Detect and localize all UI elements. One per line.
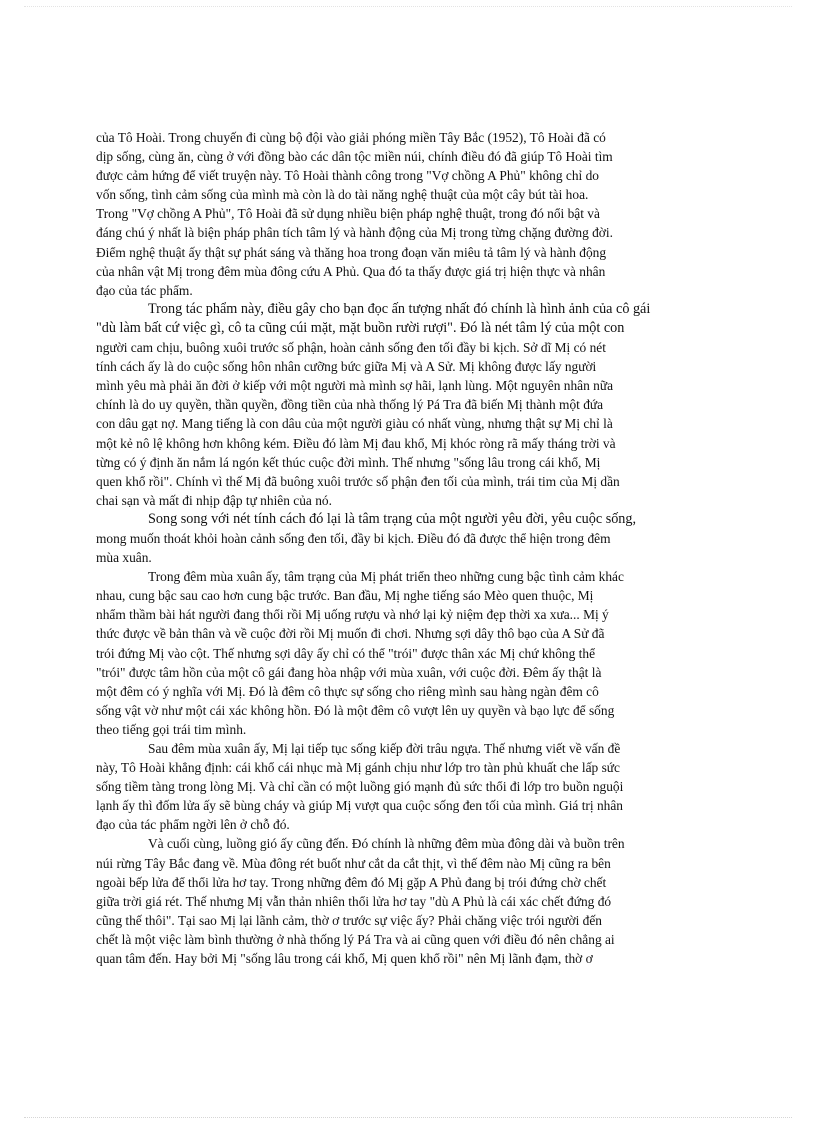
- text-line: được cảm hứng để viết truyện này. Tô Hoài thành công trong "Vợ chồng A Phủ" không chỉ do: [96, 168, 599, 184]
- text-line: của Tô Hoài. Trong chuyến đi cùng bộ đội vào giải phóng miền Tây Bắc (1952), Tô Hoài đã có: [96, 130, 606, 145]
- text-line: mùa xuân.: [96, 550, 152, 566]
- text-line: chính là do uy quyền, thần quyền, đồng tiền của nhà thống lý Pá Tra đã biến Mị thành một đứa: [96, 397, 604, 413]
- text-line: con dâu gạt nợ. Mang tiếng là con dâu của một người giàu có nhất vùng, nhưng thật sự Mị chỉ là: [96, 416, 613, 432]
- paragraph-first-line: Và cuối cùng, luồng gió ấy cũng đến. Đó chính là những đêm mùa đông dài và buồn trên: [148, 836, 625, 852]
- text-line: này, Tô Hoài khẳng định: cái khổ cái nhục mà Mị gánh chịu như lớp tro tàn phủ khuất che lấp sức: [96, 760, 620, 776]
- text-line: dịp sống, cùng ăn, cùng ở với đồng bào các dân tộc miền núi, chính điều đó đã giúp Tô Hoài tìm: [96, 149, 613, 165]
- text-line: giữa trời giá rét. Thế nhưng Mị vẫn thản nhiên thổi lửa hơ tay "dù A Phủ là cái xác chết đứng đó: [96, 893, 612, 909]
- text-line: trói đứng Mị vào cột. Thế nhưng sợi dây ấy chỉ có thể "trói" được thân xác Mị chứ không thể: [96, 645, 596, 661]
- paragraph-first-line: Sau đêm mùa xuân ấy, Mị lại tiếp tục sống kiếp đời trâu ngựa. Thế nhưng viết về vấn đề: [148, 741, 621, 756]
- page-bottom-border: [24, 1117, 792, 1118]
- text-line: vốn sống, tình cảm sống của mình mà còn là do tài năng nghệ thuật của một cây bút tài hoa.: [96, 187, 589, 203]
- page-top-border: [24, 6, 792, 7]
- text-line: "dù làm bất cứ việc gì, cô ta cũng cúi mặt, mặt buồn rười rượi". Đó là nét tâm lý của một con: [96, 319, 625, 336]
- text-line: đạo của tác phẩm.: [96, 282, 193, 298]
- text-line: sống tiềm tàng trong lòng Mị. Và chỉ cần có một luồng gió mạnh đủ sức thổi đi lớp tro buồn nguội: [96, 779, 624, 795]
- text-line: núi rừng Tây Bắc đang về. Mùa đông rét buốt như cắt da cắt thịt, vì thế đêm nào Mị cũng ra bên: [96, 855, 611, 871]
- text-line: tính cách ấy là do cuộc sống hôn nhân cưỡng bức giữa Mị và A Sử. Mị không được lấy người: [96, 359, 597, 375]
- text-line: mình yêu mà phải ăn đời ở kiếp với một người mà mình sợ hãi, lạnh lùng. Một nguyên nhân nữa: [96, 378, 614, 394]
- text-line: quan tâm đến. Hay bởi Mị "sống lâu trong cái khổ, Mị quen khổ rồi" nên Mị lãnh đạm, thờ ơ: [96, 951, 593, 967]
- text-line: một kẻ nô lệ không hơn không kém. Điều đó làm Mị đau khổ, Mị khóc ròng rã mấy tháng trời và: [96, 435, 616, 451]
- paragraph-first-line: Trong đêm mùa xuân ấy, tâm trạng của Mị phát triển theo những cung bậc tình cảm khác: [148, 569, 624, 585]
- text-line: thức được về bản thân và về cuộc đời rồi Mị muốn đi chơi. Nhưng sợi dây thô bạo của A Sử đã: [96, 626, 605, 642]
- text-line: đạo của tác phẩm ngời lên ở chỗ đó.: [96, 817, 290, 833]
- text-line: ngoài bếp lửa để thổi lửa hơ tay. Trong những đêm đó Mị gặp A Phủ đang bị trói đứng chờ chết: [96, 874, 607, 890]
- paragraph-first-line: Song song với nét tính cách đó lại là tâm trạng của một người yêu đời, yêu cuộc sống,: [148, 510, 637, 527]
- text-line: nhẩm thầm bài hát người đang thổi rồi Mị uống rượu và nhớ lại kỷ niệm đẹp thời xa xưa... Mị ý: [96, 607, 609, 623]
- text-line: từng có ý định ăn nắm lá ngón kết thúc cuộc đời mình. Thế nhưng "sống lâu trong cái khổ, Mị: [96, 454, 601, 470]
- paragraph-first-line: Trong tác phẩm này, điều gây cho bạn đọc ấn tượng nhất đó chính là hình ảnh của cô gái: [148, 300, 651, 317]
- text-line: nhau, cung bậc sau cao hơn cung bậc trước. Ban đầu, Mị nghe tiếng sáo Mèo quen thuộc, Mị: [96, 588, 594, 604]
- text-line: cũng thế thôi". Tại sao Mị lại lãnh cảm, thờ ơ trước sự việc ấy? Phải chăng việc trói người đến: [96, 912, 603, 928]
- text-line: theo tiếng gọi trái tim mình.: [96, 721, 247, 737]
- text-line: "trói" được tâm hồn của một cô gái đang hòa nhập với mùa xuân, với cuộc đời. Đêm ấy thật là: [96, 664, 602, 680]
- text-line: của nhân vật Mị trong đêm mùa đông cứu A Phủ. Qua đó ta thấy được giá trị hiện thực và nhân: [96, 263, 606, 279]
- text-line: lạnh ấy thì đốm lửa ấy sẽ bùng cháy và giúp Mị vượt qua cuộc sống đen tối của mình. Giá trị nhân: [96, 798, 623, 814]
- text-line: một đêm có ý nghĩa với Mị. Đó là đêm cô thực sự sống cho riêng mình sau hàng ngàn đêm cô: [96, 683, 599, 699]
- text-line: Điểm nghệ thuật ấy thật sự phát sáng và thăng hoa trong đoạn văn miêu tả tâm lý và hành động: [96, 244, 607, 260]
- text-line: đáng chú ý nhất là biện pháp phân tích tâm lý và hành động của Mị trong từng chặng đường đời.: [96, 225, 613, 241]
- text-line: mong muốn thoát khỏi hoàn cảnh sống đen tối, đầy bi kịch. Điều đó đã được thể hiện trong đêm: [96, 530, 611, 546]
- text-line: quen khổ rồi". Chính vì thế Mị đã buông xuôi trước số phận đen tối của mình, trái tim của Mị dần: [96, 473, 620, 489]
- text-line: Trong "Vợ chồng A Phủ", Tô Hoài đã sử dụng nhiều biện pháp nghệ thuật, trong đó nổi bật và: [96, 206, 600, 222]
- text-line: chai sạn và mất đi nhịp đập tự nhiên của nó.: [96, 492, 332, 508]
- text-line: người cam chịu, buông xuôi trước số phận, hoàn cảnh sống đen tối đầy bi kịch. Sở dĩ Mị có nét: [96, 340, 606, 356]
- text-line: sống vật vờ như một cái xác không hồn. Đó là một đêm cô vượt lên uy quyền và bạo lực để sống: [96, 702, 615, 718]
- body-text: [96, 128, 736, 968]
- text-line: chết là một việc làm bình thường ở nhà thống lý Pá Tra và ai cũng quen với điều đó nên chẳng ai: [96, 931, 615, 947]
